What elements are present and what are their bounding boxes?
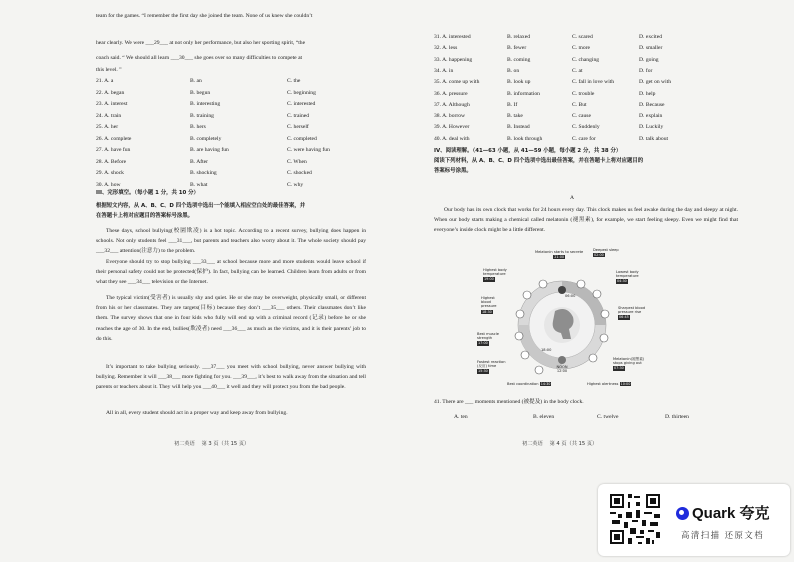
option-d: D. get on with — [639, 79, 672, 86]
passage-para-1: These days, school bullying(校園欺凌) is a hot topic. According to a recent survey, bullying does happen in schools. Not only students feel ___31___, but parents and teachers also worry about it. The whole society should pay ___32___ attention(注意力) to the problem. — [96, 228, 366, 255]
option-b: B. an — [190, 78, 202, 84]
option-b: B. relaxed — [507, 34, 530, 40]
label-melatonin-stops: Melatonin(褪黑素) stops giving out 07:30 — [613, 357, 645, 371]
option-a: 38. A. borrow — [434, 113, 466, 120]
option-a: 33. A. happening — [434, 56, 473, 63]
option-b: B. training — [190, 112, 214, 119]
label-highest-temp: Highest body temperature 19:00 — [483, 268, 507, 282]
section-iv-instruction-2: 答案标号涂黑。 — [434, 168, 472, 174]
label-deepest-sleep: Deepest sleep 02:00 — [593, 248, 619, 258]
passage-label: A — [570, 195, 575, 201]
section-iv-title: IV、阅读理解。（41—63 小题，从 41—59 小题，每小题 2 分，共 38 分） — [434, 148, 622, 154]
option-a: 37. A. Although — [434, 101, 470, 108]
option-a: 25. A. her — [96, 124, 119, 130]
label-fastest-reaction: Fastest reaction (反应) time 15:30 — [477, 360, 506, 374]
label-noon: NOON 12:00 — [556, 365, 568, 374]
option-a: 35. A. come up with — [434, 79, 480, 86]
section-iii-title: III、完形填空。（每小题 1 分，共 10 分） — [96, 190, 199, 196]
section-iii-instruction-1: 根据短文内容，从 A、B、C、D 四个选项中选出一个能填入相应空白处的最佳答案，并 — [96, 203, 306, 209]
label-melatonin-starts: Melatonin starts to secrete 21:00 — [535, 250, 584, 260]
option-a: 40. A. deal with — [434, 135, 470, 142]
label-highest-bp: Highest blood pressure 18:30 — [481, 296, 497, 314]
quark-subtitle: 高清扫描 还原文档 — [681, 530, 765, 540]
option-a: 29. A. shock — [96, 170, 124, 176]
option-c: C. completed — [287, 135, 317, 142]
option-a: 23. A. interest — [96, 101, 128, 107]
option-b: B. coming — [507, 56, 531, 63]
option-b: B. completely — [190, 135, 222, 142]
option-b: B. information — [507, 90, 540, 97]
option-a: 34. A. in — [434, 67, 454, 74]
option-b: B. take — [507, 113, 523, 120]
option-b: B. Instead — [507, 124, 530, 131]
option-c: C. When — [287, 158, 307, 165]
option-b: B. look through — [507, 135, 543, 142]
option-c: C. shocked — [287, 170, 312, 176]
option-c: C. at — [572, 67, 583, 74]
label-sharpest-bp: Sharpest blood pressure rise 06:45 — [618, 306, 646, 320]
label-lowest-temp: Lowest body temperature 04:30 — [616, 270, 639, 284]
option-b: B. If — [507, 101, 518, 108]
intro-line-3: coach said. “ We should all learn ___30___ she goes over so many difficulties to compete at — [96, 55, 303, 61]
option-a: 22. A. began — [96, 89, 125, 96]
left-page-footer: 初二英语 第 3 页（共 15 页） — [174, 441, 250, 447]
right-page-footer: 初二英语 第 4 页（共 15 页） — [522, 441, 598, 447]
option-c: C. fall in love with — [572, 79, 615, 86]
question-41: 41. There are ___ moments mentioned (被提及) in the body clock. — [434, 399, 584, 405]
section-iv-instruction-1: 阅读下列材料，从 A、B、C、D 四个选项中选出最佳答案，并在答题卡上将对应题目的 — [434, 158, 644, 164]
option-a: 32. A. less — [434, 45, 458, 52]
option-b: B. on — [507, 67, 520, 74]
option-d: D. help — [639, 90, 656, 97]
option-b: B. are having fun — [190, 147, 229, 153]
label-six-pm: 18:00 — [541, 348, 552, 352]
label-muscle-strength: Best muscle strength 17:00 — [477, 332, 499, 346]
option-c: C. trained — [287, 112, 310, 119]
option-c: C. herself — [287, 124, 309, 130]
option-b: B. fewer — [507, 45, 527, 52]
passage-para-3: The typical victim(受害者) is usually shy and quiet. He or she may be overweight, physically small, or different from his or her classmates. They are targets(目标) because they don’t ___35___ others. Their classmates don’t like them. The survey shows that one in four kids who fully will end up with a criminal record (记录) before he or she reaches the age of 30. In the end, bullies(欺凌者) need ___36___ as much as the victims, and it is their parents’ job to do this. — [96, 295, 366, 342]
quark-scan-badge — [598, 484, 790, 556]
section-iii-instruction-2: 在答题卡上将对应题目的答案标号涂黑。 — [96, 213, 194, 219]
body-clock-diagram — [477, 248, 647, 398]
option-c: C. cause — [572, 113, 591, 120]
label-highest-alertness: Highest alertness 10:00 — [587, 382, 631, 386]
option-a: 28. A. Before — [96, 158, 127, 165]
option-c: C. interested — [287, 101, 316, 107]
q41-option-c: C. twelve — [597, 414, 619, 420]
q41-option-d: D. thirteen — [665, 414, 689, 420]
option-c: C. Suddenly — [572, 124, 600, 131]
option-b: B. After — [190, 158, 209, 165]
option-a: 36. A. pressure — [434, 90, 468, 97]
option-a: 26. A. complete — [96, 135, 132, 142]
option-b: B. begun — [190, 89, 211, 96]
option-b: B. hers — [190, 124, 206, 130]
option-d: D. for — [639, 67, 653, 74]
q41-option-a: A. ten — [454, 414, 468, 420]
option-b: B. what — [190, 181, 208, 188]
option-c: C. were having fun — [287, 147, 330, 153]
option-c: C. scared — [572, 34, 593, 40]
passage-para-2: Everyone should try to stop bullying ___33___ at school because more and more students would leave school if their personal safety could not be protected(保护). In fact, bullying can be learned. Children learn from adults or from what they see ___34___ television or the Internet. — [96, 259, 366, 286]
quark-brand: Quark 夸克 — [676, 502, 770, 523]
option-d: D. excited — [639, 34, 662, 40]
intro-line-1: team for the games. “I remember the first day she joined the team. None of us knew she couldn’t — [96, 13, 313, 19]
option-c: C. more — [572, 45, 591, 52]
option-d: D. smaller — [639, 45, 663, 52]
option-d: D. Because — [639, 101, 665, 108]
option-c: C. But — [572, 101, 587, 108]
option-a: 31. A. interested — [434, 34, 471, 40]
option-a: 27. A. have fun — [96, 147, 131, 153]
option-c: C. changing — [572, 56, 600, 63]
option-c: C. why — [287, 181, 304, 188]
passage-para-5: All in all, every student should act in a proper way and keep away from bullying. — [106, 410, 288, 416]
option-b: B. look up — [507, 79, 531, 86]
option-c: C. care for — [572, 135, 596, 142]
option-c: C. trouble — [572, 90, 595, 97]
option-a: 24. A. train — [96, 112, 122, 119]
option-c: C. the — [287, 78, 301, 84]
option-a: 39. A. However — [434, 124, 470, 131]
qr-code-icon — [608, 492, 662, 546]
label-best-coordination: Best coordination 14:30 — [507, 382, 551, 386]
option-a: 30. A. how — [96, 181, 121, 188]
passage-para-4: It’s important to take bullying seriously. ___37___ you meet with school bullying, never answer bullying with bullying. Remember it will ___38___ more fighting for you. ___39___, it’s best to walk away from the situation and tell parents or teachers about it. They will help you ___40___ it well and they will protect you from the bad people. — [96, 364, 366, 391]
option-d: D. going — [639, 56, 659, 63]
passage-a-text: Our body has its own clock that works for 24 hours every day. This clock makes us feel awake during the day and sleepy at night. When our body starts making a chemical called melatonin (褪黑素), for example, we start feeling sleepy. Even we might find that everyone’s inside clock might be a little different. — [434, 207, 738, 234]
option-d: D. explain — [639, 113, 663, 120]
option-d: D. Luckily — [639, 124, 664, 131]
intro-line-4: this level. ” — [96, 67, 122, 73]
option-d: D. talk about — [639, 135, 669, 142]
option-b: B. shocking — [190, 170, 217, 176]
label-six-am: 06:00 — [565, 294, 576, 298]
quark-logo-icon — [676, 507, 689, 520]
option-b: B. interesting — [190, 101, 221, 107]
option-c: C. beginning — [287, 89, 316, 96]
q41-option-b: B. eleven — [533, 414, 555, 420]
intro-line-2: hear clearly. We were ___29___ at not only her performance, but also her sporting spirit, “the — [96, 40, 306, 46]
option-a: 21. A. a — [96, 78, 114, 84]
